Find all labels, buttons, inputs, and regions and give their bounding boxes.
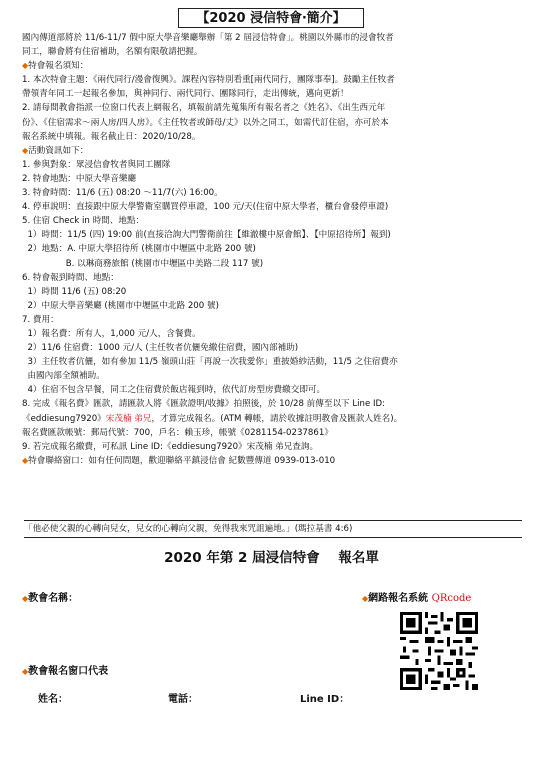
activity-line: 1）時間：11/5 (四) 19:00 前(直接洽詢大門警衛前往【維澈樓中原會館】、【中原招待所】報到) bbox=[22, 230, 391, 241]
activity-line: 2）11/6 住宿費：1000 元/人 (主任牧者伉儷免繳住宿費，國內部補助) bbox=[22, 343, 299, 354]
online-registration-label: ◆網路報名系統 QRcode bbox=[362, 593, 472, 604]
church-rep-field: ◆教會報名窗口代表 bbox=[22, 666, 109, 677]
phone-field-label: 電話： bbox=[168, 694, 198, 705]
intro-body bbox=[22, 31, 527, 468]
signup-notice-heading: ◆特會報名須知： bbox=[22, 61, 89, 72]
notice-line: 帶領青年同工一起報名參加，與神同行、兩代同行、團隊同行，走出傳統，邁向更新！ bbox=[22, 89, 349, 100]
contact-line: ◆特會聯絡窗口：如有任何問題，歡迎聯絡平鎮浸信會 紀數豐傳道 0939-013-010 bbox=[22, 455, 336, 466]
name-field-label: 姓名： bbox=[38, 694, 68, 705]
activity-line: B. 以琳商務旅館 (桃園市中壢區中美路二段 117 號) bbox=[22, 258, 264, 269]
intro-line-2: 同工，聯會將有住宿補助，名額有限敬請把握。 bbox=[22, 47, 203, 58]
activity-line: 6. 特會報到時間、地點： bbox=[22, 272, 119, 283]
intro-line-1: 國內傳道部將於 11/6-11/7 假中原大學音樂廳舉辦「第 2 屆浸信特會」。桃園以外縣市的浸會牧者 bbox=[22, 33, 394, 43]
activity-line: 由國內部全額補助。 bbox=[22, 371, 105, 382]
activity-heading: ◆活動資訊如下： bbox=[22, 145, 89, 156]
payment-line-1: 8. 完成《報名費》匯款，請匯款人將《匯款證明/收據》拍照後，於 10/28 前傳至以下 Line ID: bbox=[22, 399, 386, 410]
contact-person-name: 宋茂楠 弟兄 bbox=[105, 413, 152, 424]
activity-line: 2）地點：A. 中原大學招待所 (桃園市中壢區中北路 200 號) bbox=[22, 244, 256, 255]
diamond-icon: ◆ bbox=[22, 667, 29, 676]
activity-line: 1）報名費：所有人，1,000 元/人，含餐費。 bbox=[22, 328, 201, 339]
qr-code-icon[interactable] bbox=[400, 612, 478, 690]
notice-line: 份》、《住宿需求～兩人房/四人房》。《主任牧者或師母/丈》以外之同工，如需代訂住宿，亦可於本 bbox=[22, 117, 389, 128]
activity-line: 1）時間 11/6 (五) 08:20 bbox=[22, 286, 127, 297]
church-name-field: ◆教會名稱： bbox=[22, 593, 79, 604]
activity-line: 5. 住宿 Check in 時間、地點： bbox=[22, 216, 145, 227]
activity-line: 3. 特會時間：11/6 (五) 08:20 ～11/7(六) 16:00。 bbox=[22, 188, 223, 199]
activity-line: 1. 參與對象：眾浸信會牧者與同工團隊 bbox=[22, 159, 171, 170]
registration-title: 2020 年第 2 屆浸信特會 報名單 bbox=[164, 550, 379, 566]
notice-line: 2. 請每間教會指派一位窗口代表上網報名，填報前請先蒐集所有報名者之《姓名》、《出生西元年 bbox=[22, 103, 386, 114]
scripture-quote: 「他必使父親的心轉向兒女，兒女的心轉向父親，免得我來咒詛遍地。」(瑪拉基書 4:6) bbox=[24, 520, 522, 538]
diamond-icon: ◆ bbox=[22, 594, 29, 603]
notice-line: 1. 本次特會主題：《兩代同行/漫會復興》。課程內容特別看重[兩代同行，團隊事奉]。鼓勵主任牧者 bbox=[22, 75, 395, 86]
payment-line-4: 9. 若完成報名繳費，可私訊 Line ID:《eddiesung7920》宋茂楠 弟兄查詢。 bbox=[22, 441, 319, 452]
activity-line: 3）主任牧者伉儷，如有參加 11/5 嶺頭山莊「再說一次我愛你」重披婚紗活動，11/5 之住宿費亦 bbox=[22, 357, 398, 368]
activity-line: 2）中原大學音樂廳 (桃園市中壢區中北路 200 號) bbox=[22, 300, 219, 311]
diamond-icon: ◆ bbox=[362, 594, 369, 603]
diamond-icon: ◆ bbox=[22, 145, 29, 155]
payment-line-2: 《eddiesung7920》宋茂楠 弟兄，才算完成報名。(ATM 轉帳，請於收據註明教會及匯款人姓名)。 bbox=[22, 413, 403, 424]
activity-line: 7. 費用： bbox=[22, 314, 59, 325]
diamond-icon: ◆ bbox=[22, 455, 29, 465]
intro-title: 【2020 浸信特會‧簡介】 bbox=[178, 8, 364, 28]
line-id-field-label: Line ID： bbox=[300, 694, 350, 705]
activity-line: 4）住宿不包含早餐，同工之住宿費於飯店報到時，依代訂房型房費繳交即可。 bbox=[22, 385, 326, 396]
activity-line: 2. 特會地點：中原大學音樂廳 bbox=[22, 173, 137, 184]
payment-line-3: 報名費匯款帳號：郵局代號：700，戶名：賴玉珍，帳號《0281154-0237861》 bbox=[22, 427, 333, 438]
diamond-icon: ◆ bbox=[22, 61, 29, 71]
notice-line: 報名系統中填報。報名截止日：2020/10/28。 bbox=[22, 131, 201, 142]
activity-line: 4. 停車說明：直接跟中原大學警衛室購買停車證，100 元/天(住宿中原大學者，櫃台會發停車證) bbox=[22, 202, 389, 213]
